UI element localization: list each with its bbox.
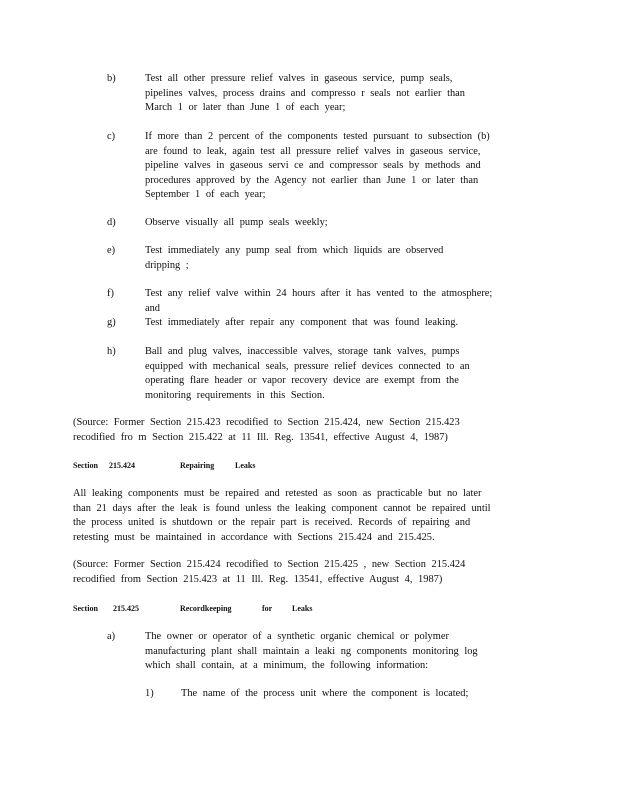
list-item-text: [145, 130, 503, 203]
text-line: Ball and plug valves, inaccessible valves, storage tank valves, pumps: [145, 346, 460, 357]
list-item-text: The name of the process unit where the component is located;: [181, 688, 469, 699]
text-line: recodified from Section 215.423 at 11 Ill. Reg. 13541, effective August 4, 1987): [73, 573, 443, 585]
text-line: pipelines valves, process drains and compresso r seals not earlier than: [145, 87, 465, 99]
text-line: September 1 of each year;: [145, 189, 266, 201]
list-item-text: [145, 72, 503, 116]
text-line: recodified fro m Section 215.422 at 11 Ill. Reg. 13541, effective August 4, 1987): [73, 431, 448, 443]
text-line: Test immediately after repair any component that was found leaking.: [145, 317, 459, 328]
text-line: All leaking components must be repaired and retested as soon as practicable but no later: [73, 488, 482, 499]
section-label: Section: [73, 604, 98, 613]
text-line: Test all other pressure relief valves in gaseous service, pump seals,: [145, 73, 453, 84]
text-line: March 1 or later than June 1 of each year;: [145, 102, 346, 114]
section-number: 215.424: [109, 461, 135, 470]
text-line: monitoring requirements in this Section.: [145, 389, 325, 401]
body-paragraph: [73, 487, 513, 545]
list-marker: e): [107, 245, 116, 256]
list-marker: c): [107, 131, 116, 142]
list-marker: b): [107, 73, 116, 84]
list-marker: h): [107, 346, 116, 357]
list-item-text: [145, 630, 503, 674]
list-item-text: [145, 316, 503, 331]
section-title: for: [262, 604, 273, 613]
section-title: Leaks: [292, 604, 313, 613]
section-title: Recordkeeping: [180, 604, 232, 613]
text-line: dripping ;: [145, 259, 189, 271]
text-line: are found to leak, again test all pressure relief valves in gaseous service,: [145, 145, 481, 157]
list-marker: d): [107, 217, 116, 228]
list-marker: 1): [145, 688, 154, 699]
text-line: than 21 days after the leak is found unless the leaking component cannot be repaired until: [73, 502, 491, 514]
section-title: Repairing: [180, 461, 215, 470]
text-line: which shall contain, at a minimum, the following information:: [145, 660, 429, 672]
list-item-text: [145, 287, 503, 316]
text-line: pipeline valves in gaseous servi ce and compressor seals by methods and: [145, 160, 481, 172]
source-note: [73, 416, 513, 445]
text-line: (Source: Former Section 215.424 recodified to Section 215.425 , new Section 215.424: [73, 559, 466, 570]
text-line: the process united is shutdown or the repair part is received. Records of repairing and: [73, 517, 471, 529]
text-line: retesting must be maintained in accordance with Sections 215.424 and 215.425.: [73, 531, 435, 543]
text-line: Test immediately any pump seal from which liquids are observed: [145, 245, 444, 256]
text-line: operating flare header or vapor recovery device are exempt from the: [145, 375, 459, 387]
list-marker: g): [107, 317, 116, 328]
section-number: 215.425: [113, 604, 139, 613]
text-line: manufacturing plant shall maintain a leaki ng components monitoring log: [145, 645, 478, 657]
list-marker: a): [107, 631, 116, 642]
text-line: Test any relief valve within 24 hours after it has vented to the atmosphere;: [145, 288, 493, 299]
source-note: [73, 558, 513, 587]
text-line: procedures approved by the Agency not earlier than June 1 or later than: [145, 174, 479, 186]
text-line: Observe visually all pump seals weekly;: [145, 217, 328, 228]
list-marker: f): [107, 288, 114, 299]
text-line: The owner or operator of a synthetic organic chemical or polymer: [145, 631, 449, 642]
section-label: Section: [73, 461, 98, 470]
list-item-text: [145, 244, 503, 273]
section-title: Leaks: [235, 461, 256, 470]
text-line: equipped with mechanical seals, pressure relief devices connected to an: [145, 360, 470, 372]
list-item-text: [145, 345, 503, 403]
text-line: and: [145, 302, 161, 314]
text-line: (Source: Former Section 215.423 recodified to Section 215.424, new Section 215.423: [73, 417, 460, 428]
list-item-text: [145, 216, 503, 231]
text-line: If more than 2 percent of the components tested pursuant to subsection (b): [145, 131, 490, 142]
